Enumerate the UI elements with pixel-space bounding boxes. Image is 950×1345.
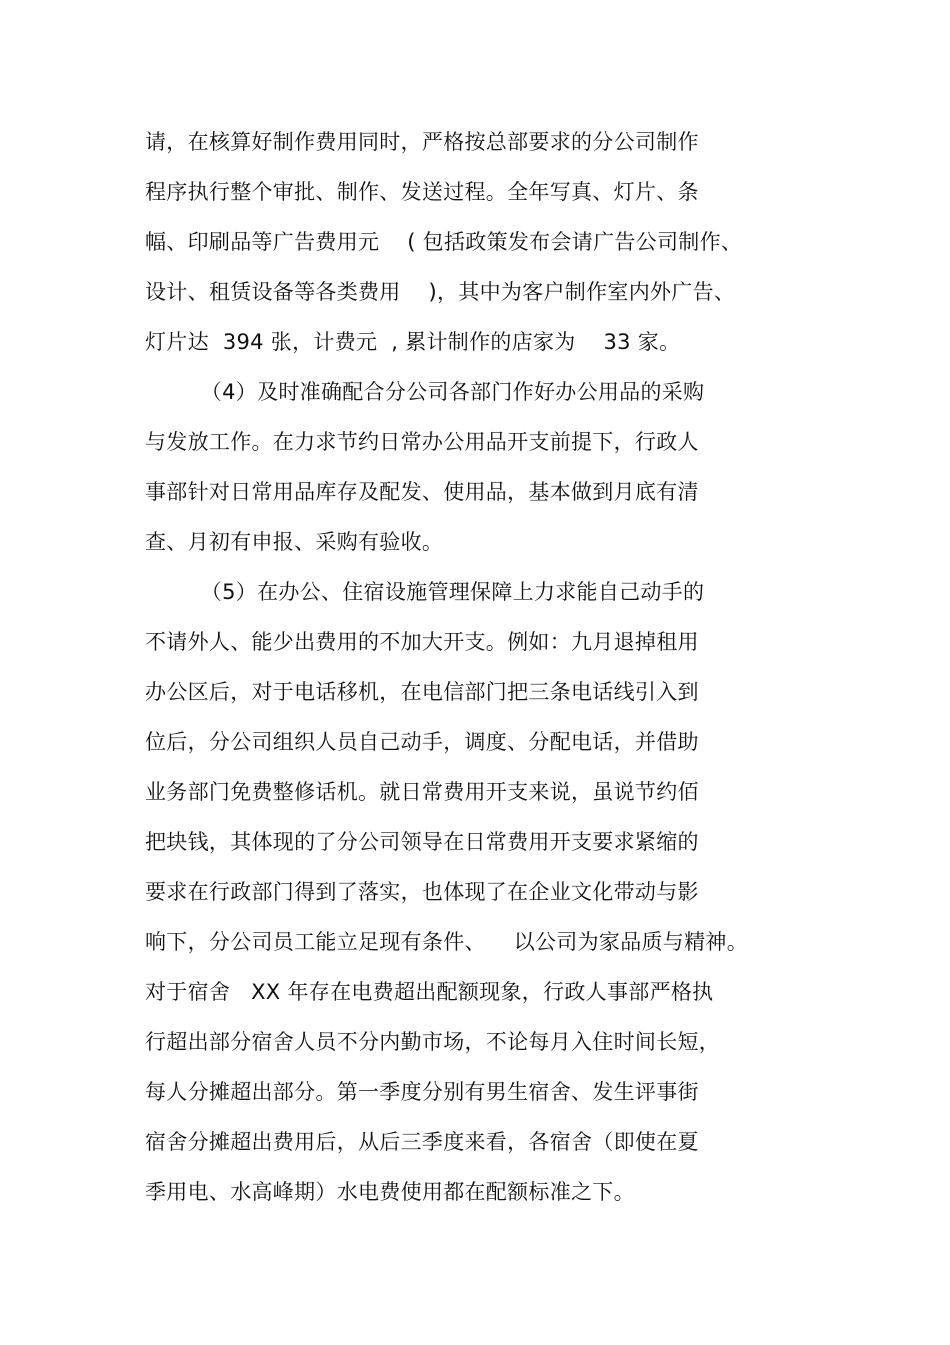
- text-line: 季用电、水高峰期）水电费使用都在配额标准之下。: [145, 1180, 635, 1204]
- text-line: 位后，分公司组织人员自己动手，调度、分配电话，并借助: [145, 730, 699, 754]
- text-line: 宿舍分摊超出费用后，从后三季度来看，各宿舍（即使在夏: [145, 1130, 699, 1154]
- text-line: 对于宿舍 XX 年存在电费超出配额现象，行政人事部严格执: [145, 980, 714, 1004]
- text-line: 事部针对日常用品库存及配发、使用品，基本做到月底有清: [145, 480, 699, 504]
- text-line: 行超出部分宿舍人员不分内勤市场，不论每月入住时间长短，: [145, 1030, 721, 1054]
- text-line: 与发放工作。在力求节约日常办公用品开支前提下，行政人: [145, 430, 699, 454]
- text-line: 查、月初有申报、采购有验收。: [145, 530, 444, 554]
- text-line: 办公区后，对于电话移机，在电信部门把三条电话线引入到: [145, 680, 699, 704]
- text-line: 要求在行政部门得到了落实，也体现了在企业文化带动与影: [145, 880, 699, 904]
- text-line: 业务部门免费整修话机。就日常费用开支来说，虽说节约佰: [145, 780, 699, 804]
- text-line: 灯片达 394 张，计费元 , 累计制作的店家为 33 家。: [145, 330, 681, 354]
- text-line: 幅、印刷品等广告费用元 ( 包括政策发布会请广告公司制作、: [145, 230, 743, 254]
- paragraph-start-line: （4）及时准确配合分公司各部门作好办公用品的采购: [145, 380, 705, 404]
- text-line: 把块钱，其体现的了分公司领导在日常费用开支要求紧缩的: [145, 830, 699, 854]
- text-line: 响下，分公司员工能立足现有条件、 以公司为家品质与精神。: [145, 930, 748, 954]
- text-line: 程序执行整个审批、制作、发送过程。全年写真、灯片、条: [145, 180, 699, 204]
- text-line: 设计、租赁设备等各类费用 )，其中为客户制作室内外广告、: [145, 280, 736, 304]
- paragraph-start-line: （5）在办公、住宿设施管理保障上力求能自己动手的: [145, 580, 705, 604]
- text-line: 不请外人、能少出费用的不加大开支。例如：九月退掉租用: [145, 630, 699, 654]
- text-line: 每人分摊超出部分。第一季度分别有男生宿舍、发生评事街: [145, 1080, 699, 1104]
- text-line: 请，在核算好制作费用同时，严格按总部要求的分公司制作: [145, 130, 699, 154]
